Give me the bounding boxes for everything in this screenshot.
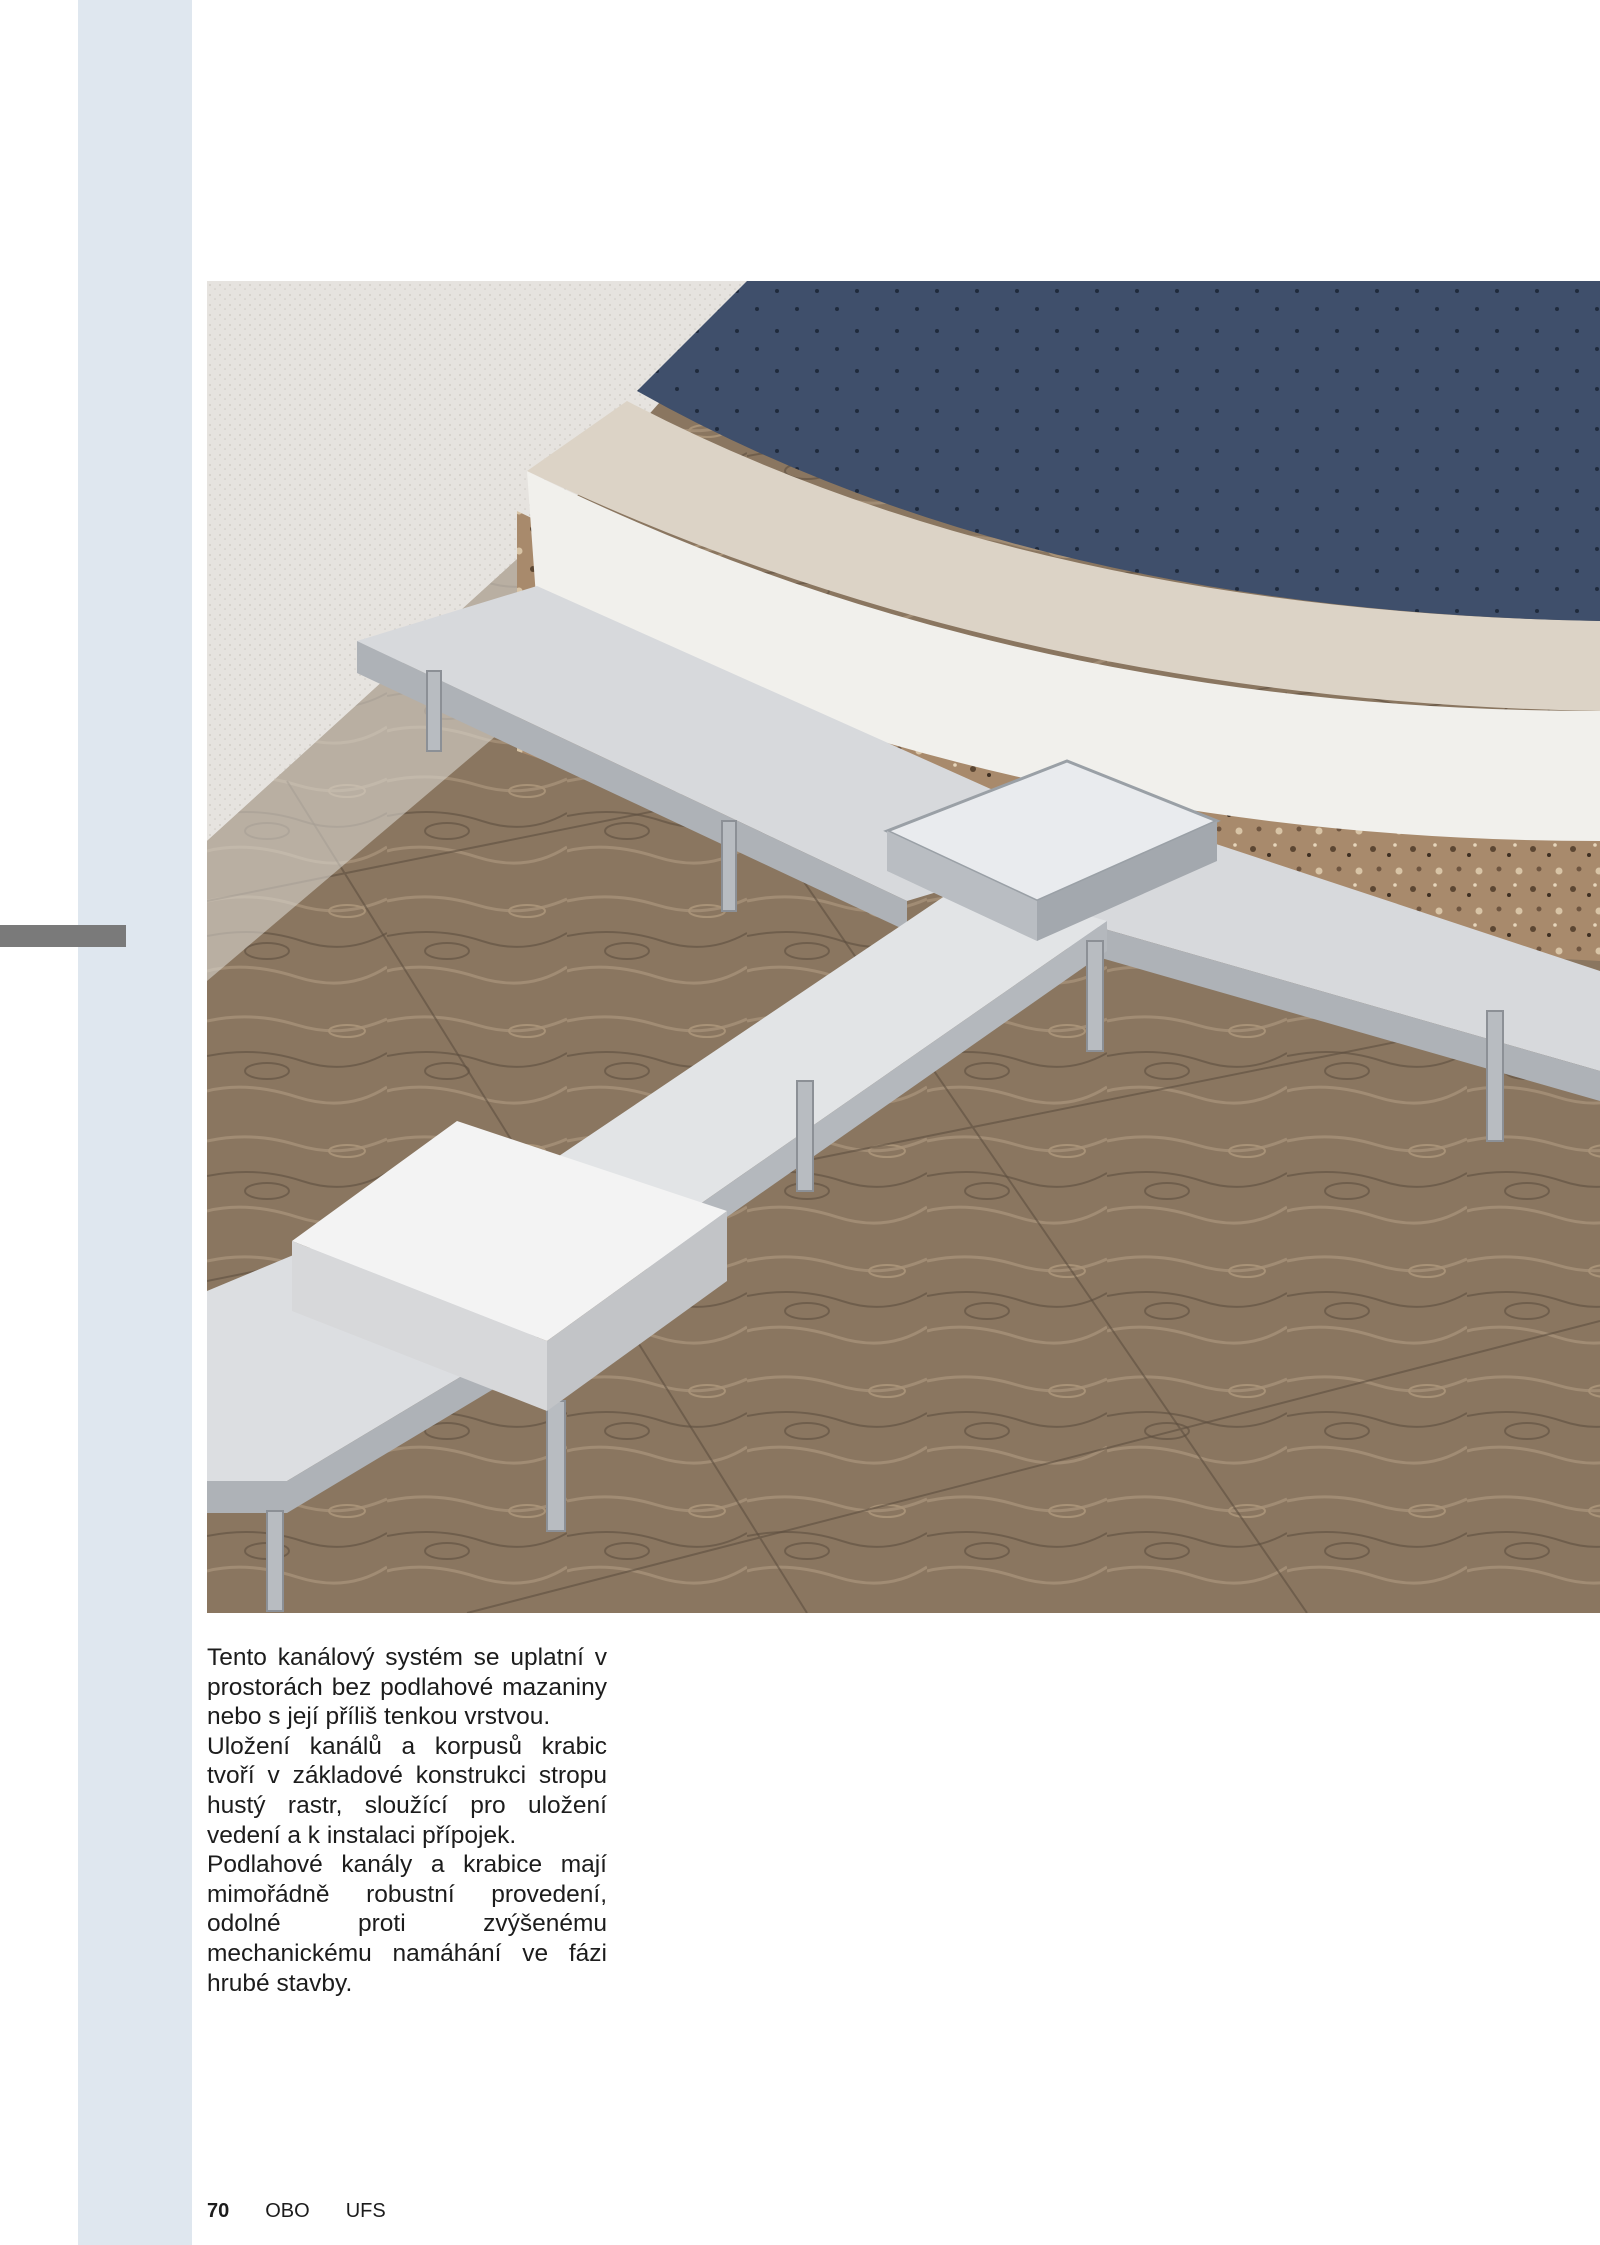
description-text [207, 1643, 607, 1998]
page-number: 70 [207, 2200, 230, 2222]
footer-product: UFS [345, 2200, 386, 2222]
paragraph-3: Podlahové kanály a krabice mají mimořádně robustní provedení, odolné proti zvýšenému mechanickému namáhání ve fázi hrubé stavby. [207, 1851, 607, 1997]
side-chapter-tab [0, 925, 126, 947]
paragraph-2: Uložení kanálů a korpusů krabic tvoří v základové konstrukci stropu hustý rastr, sloužící pro uložení vedení a k instalaci přípojek. [207, 1732, 607, 1849]
footer-brand: OBO [265, 2200, 310, 2222]
side-color-strip [78, 0, 192, 2245]
illustration-svg [207, 281, 1600, 1613]
paragraph-1: Tento kanálový systém se uplatní v prostorách bez podlahové mazaniny nebo s její příliš tenkou vrstvou. [207, 1644, 607, 1731]
page-footer [207, 2200, 386, 2223]
underfloor-duct-illustration [207, 281, 1600, 1613]
